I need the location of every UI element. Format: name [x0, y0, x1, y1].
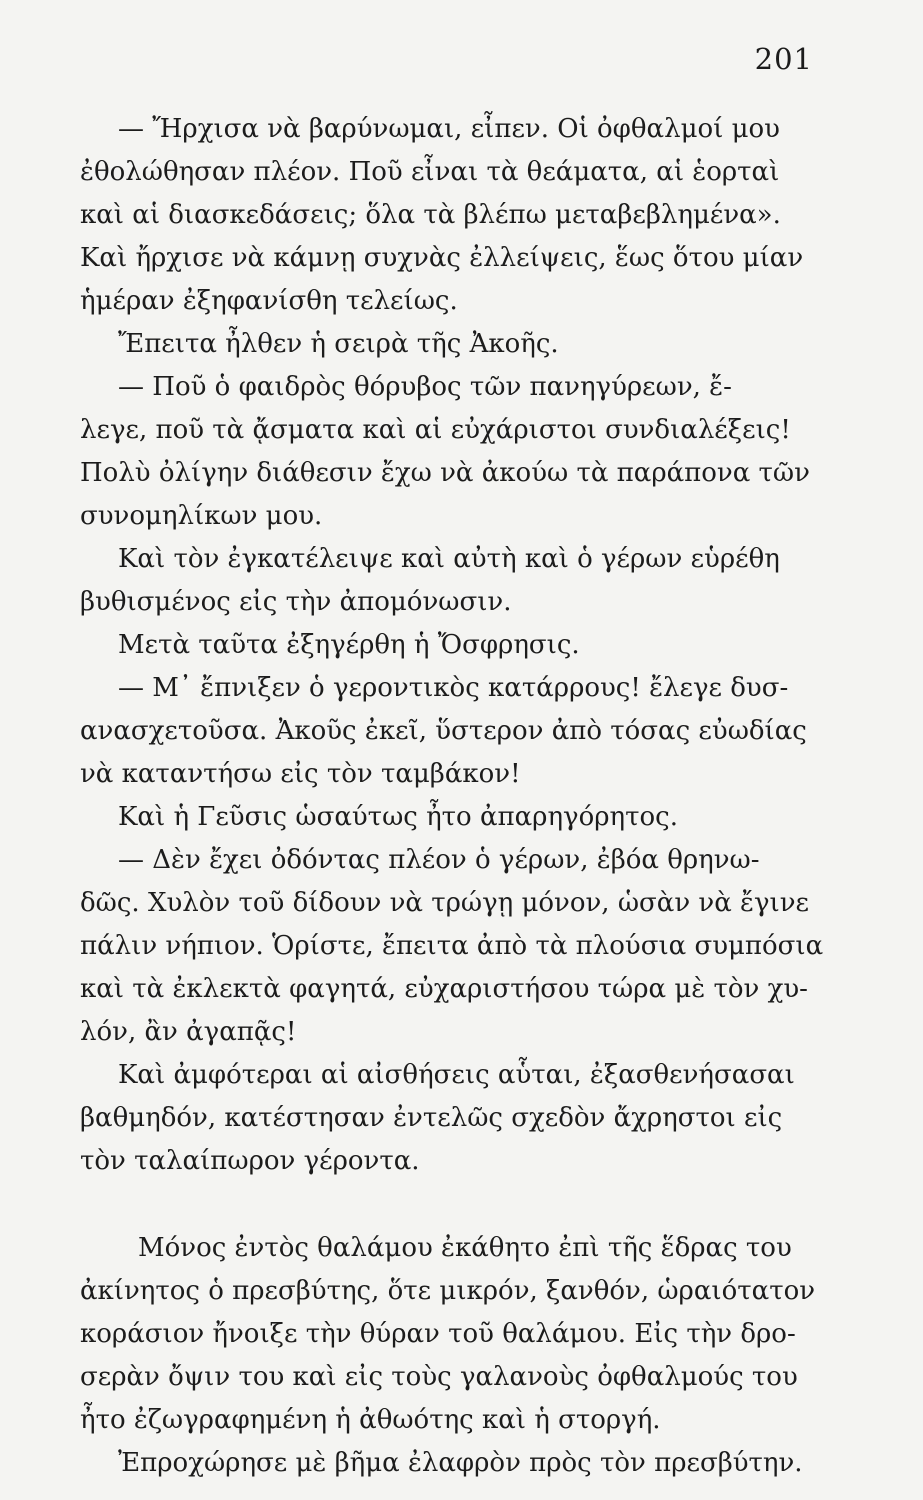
text-line: — Ἤρχισα νὰ βαρύνωμαι, εἶπεν. Οἱ ὀφθαλμοί μου	[118, 114, 780, 144]
text-line: νὰ καταντήσω εἰς τὸν ταμβάκον!	[80, 759, 521, 789]
section-gap	[80, 1183, 840, 1227]
text-line: δῶς. Χυλὸν τοῦ δίδουν νὰ τρώγῃ μόνον, ὡσὰν νὰ ἔγινε	[80, 888, 809, 918]
text-line: καὶ αἱ διασκεδάσεις; ὅλα τὰ βλέπω μεταβεβλημένα».	[80, 200, 781, 230]
text-line: ἡμέραν ἐξηφανίσθη τελείως.	[80, 286, 458, 316]
text-line: Ἐπροχώρησε μὲ βῆμα ἐλαφρὸν πρὸς τὸν πρεσβύτην.	[118, 1448, 803, 1478]
text-line: βυθισμένος εἰς τὴν ἀπομόνωσιν.	[80, 587, 512, 617]
text-line: — Δὲν ἔχει ὀδόντας πλέον ὁ γέρων, ἐβόα θρηνω-	[118, 845, 760, 875]
text-line: Μετὰ ταῦτα ἐξηγέρθη ἡ Ὄσφρησις.	[118, 630, 580, 660]
page-number: 201	[754, 42, 813, 76]
text-line: καὶ τὰ ἐκλεκτὰ φαγητά, εὐχαριστήσου τώρα μὲ τὸν χυ-	[80, 974, 808, 1004]
text-line: Καὶ ἡ Γεῦσις ὡσαύτως ἦτο ἀπαρηγόρητος.	[118, 802, 678, 832]
text-line: συνομηλίκων μου.	[80, 501, 323, 531]
text-line: Καὶ τὸν ἐγκατέλειψε καὶ αὐτὴ καὶ ὁ γέρων εὑρέθη	[118, 544, 780, 574]
text-line: ανασχετοῦσα. Ἀκοῦς ἐκεῖ, ὕστερον ἀπὸ τόσας εὐωδίας	[80, 716, 807, 746]
page-body-text	[80, 108, 840, 1485]
text-line: λόν, ἂν ἀγαπᾷς!	[80, 1017, 297, 1047]
text-line: Καὶ ἀμφότεραι αἱ αἰσθήσεις αὗται, ἐξασθενήσασαι	[118, 1060, 795, 1090]
text-line: Πολὺ ὀλίγην διάθεσιν ἔχω νὰ ἀκούω τὰ παράπονα τῶν	[80, 458, 810, 488]
text-line: Μόνος ἐντὸς θαλάμου ἐκάθητο ἐπὶ τῆς ἕδρας του	[138, 1233, 792, 1263]
text-line: — Ποῦ ὁ φαιδρὸς θόρυβος τῶν πανηγύρεων, ἔ-	[118, 372, 732, 402]
text-line: — Μ᾽ ἔπνιξεν ὁ γεροντικὸς κατάρρους! ἔλεγε δυσ-	[118, 673, 789, 703]
text-line: βαθμηδόν, κατέστησαν ἐντελῶς σχεδὸν ἄχρηστοι εἰς	[80, 1103, 783, 1133]
text-line: σερὰν ὄψιν του καὶ εἰς τοὺς γαλανοὺς ὀφθαλμούς του	[80, 1362, 798, 1392]
text-line: πάλιν νήπιον. Ὁρίστε, ἔπειτα ἀπὸ τὰ πλούσια συμπόσια	[80, 931, 824, 961]
text-line: Ἔπειτα ἦλθεν ἡ σειρὰ τῆς Ἀκοῆς.	[118, 329, 559, 359]
text-line: ἦτο ἐζωγραφημένη ἡ ἀθωότης καὶ ἡ στοργή.	[80, 1405, 661, 1435]
text-line: τὸν ταλαίπωρον γέροντα.	[80, 1146, 420, 1176]
text-line: κοράσιον ἤνοιξε τὴν θύραν τοῦ θαλάμου. Εἰς τὴν δρο-	[80, 1319, 796, 1349]
text-line: λεγε, ποῦ τὰ ᾄσματα καὶ αἱ εὐχάριστοι συνδιαλέξεις!	[80, 415, 791, 445]
text-line: ἐθολώθησαν πλέον. Ποῦ εἶναι τὰ θεάματα, αἱ ἑορταὶ	[80, 157, 780, 187]
text-line: Καὶ ἤρχισε νὰ κάμνῃ συχνὰς ἐλλείψεις, ἕως ὅτου μίαν	[80, 243, 804, 273]
text-line: ἀκίνητος ὁ πρεσβύτης, ὅτε μικρόν, ξανθόν, ὡραιότατον	[80, 1276, 816, 1306]
